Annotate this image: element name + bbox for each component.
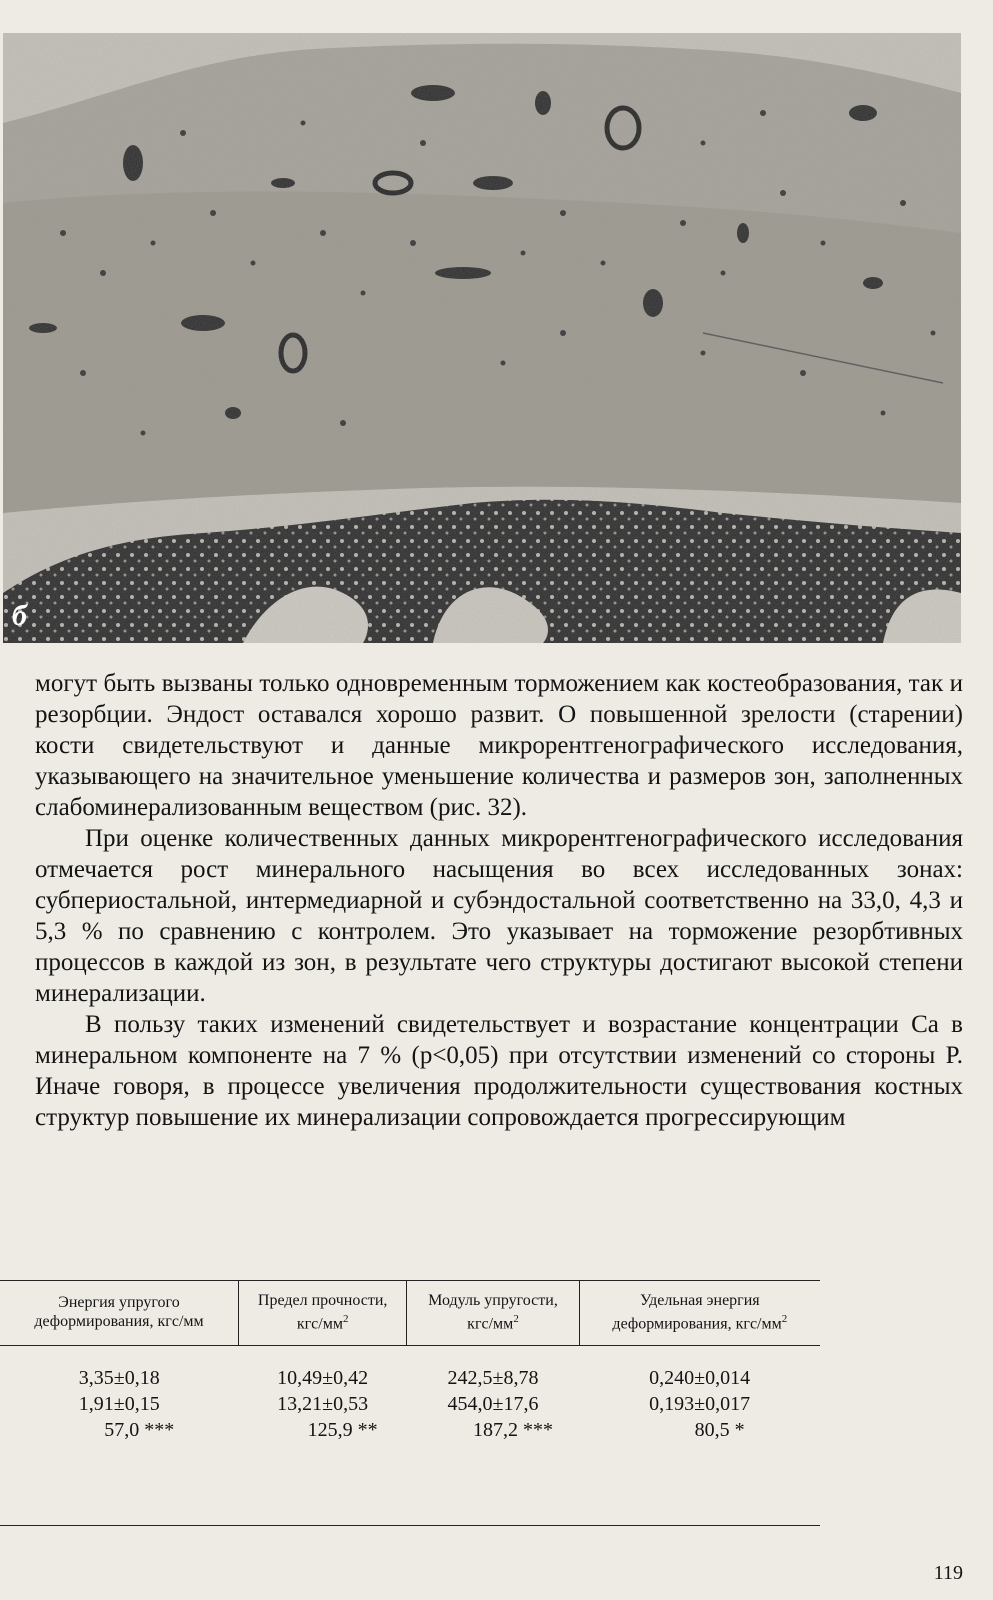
column-header-specific-energy: Удельная энергия деформирования, кгс/$мм^2$ (579, 1281, 820, 1346)
body-text (35, 668, 963, 1133)
table-cell: 125,9 ** (307, 1419, 378, 1442)
table-cell: 1,91±0,15 (78, 1393, 160, 1416)
figure-panel-label: б (12, 599, 27, 632)
table-cell: 3,35±0,18 (78, 1367, 160, 1390)
table-cell: 13,21±0,53 (277, 1393, 369, 1416)
table-row (0, 1391, 820, 1417)
page-number: 119 (933, 1562, 963, 1584)
column-header-strength-limit: Предел прочности, кгс/$мм^2$ (239, 1281, 407, 1346)
table-cell: 187,2 *** (473, 1419, 553, 1442)
paragraph-3: В пользу таких изменений свидетельствует и возрастание концентрации Са в минеральном компоненте на 7 % (p<0,05) при отсутствии изменений со стороны P. Иначе говоря, в процессе увеличения продолжительности существования костных структур повышение их минерализации сопровождается прогрессирующим (35, 1011, 963, 1131)
table-cell: 0,240±0,014 (649, 1367, 751, 1390)
table-cell: 10,49±0,42 (277, 1367, 369, 1390)
results-table (0, 1280, 820, 1443)
table-cell: 0,193±0,017 (649, 1393, 751, 1416)
bottom-rule (0, 1525, 820, 1526)
paragraph-2: При оценке количественных данных микрорентгенографического исследования отмечается рост минерального насыщения во всех исследованных зонах: субпериостальной, интермедиарной и субэндостальной соответственно на 33,0, 4,3 и 5,3 % по сравнению с контролем. Это указывает на торможение резорбтивных процессов в каждой из зон, в результате чего структуры достигают высокой степени минерализации. (35, 825, 963, 1007)
table-cell: 242,5±8,78 (447, 1367, 539, 1390)
table-header-row (0, 1281, 820, 1346)
column-header-elastic-modulus: Модуль упругости, кгс/$мм^2$ (407, 1281, 579, 1346)
table-cell: 57,0 *** (104, 1419, 175, 1442)
paragraph-1: могут быть вызваны только одновременным торможением как костеобразования, так и резорбции. Эндост оставался хорошо развит. О повышенной зрелости (старении) кости свидетельствуют и данные микрорентгенографического исследования, указывающего на значительное уменьшение количества и размеров зон, заполненных слабоминерализованным веществом (рис. 32). (35, 670, 963, 821)
column-header-elastic-energy: Энергия упругого деформирования, кгс/мм (0, 1281, 239, 1346)
table-row (0, 1346, 820, 1392)
micrograph-figure (3, 33, 961, 643)
table-cell: 80,5 * (694, 1419, 745, 1442)
table-cell: 454,0±17,6 (447, 1393, 539, 1416)
micrograph-image (3, 33, 961, 643)
table-row (0, 1417, 820, 1443)
